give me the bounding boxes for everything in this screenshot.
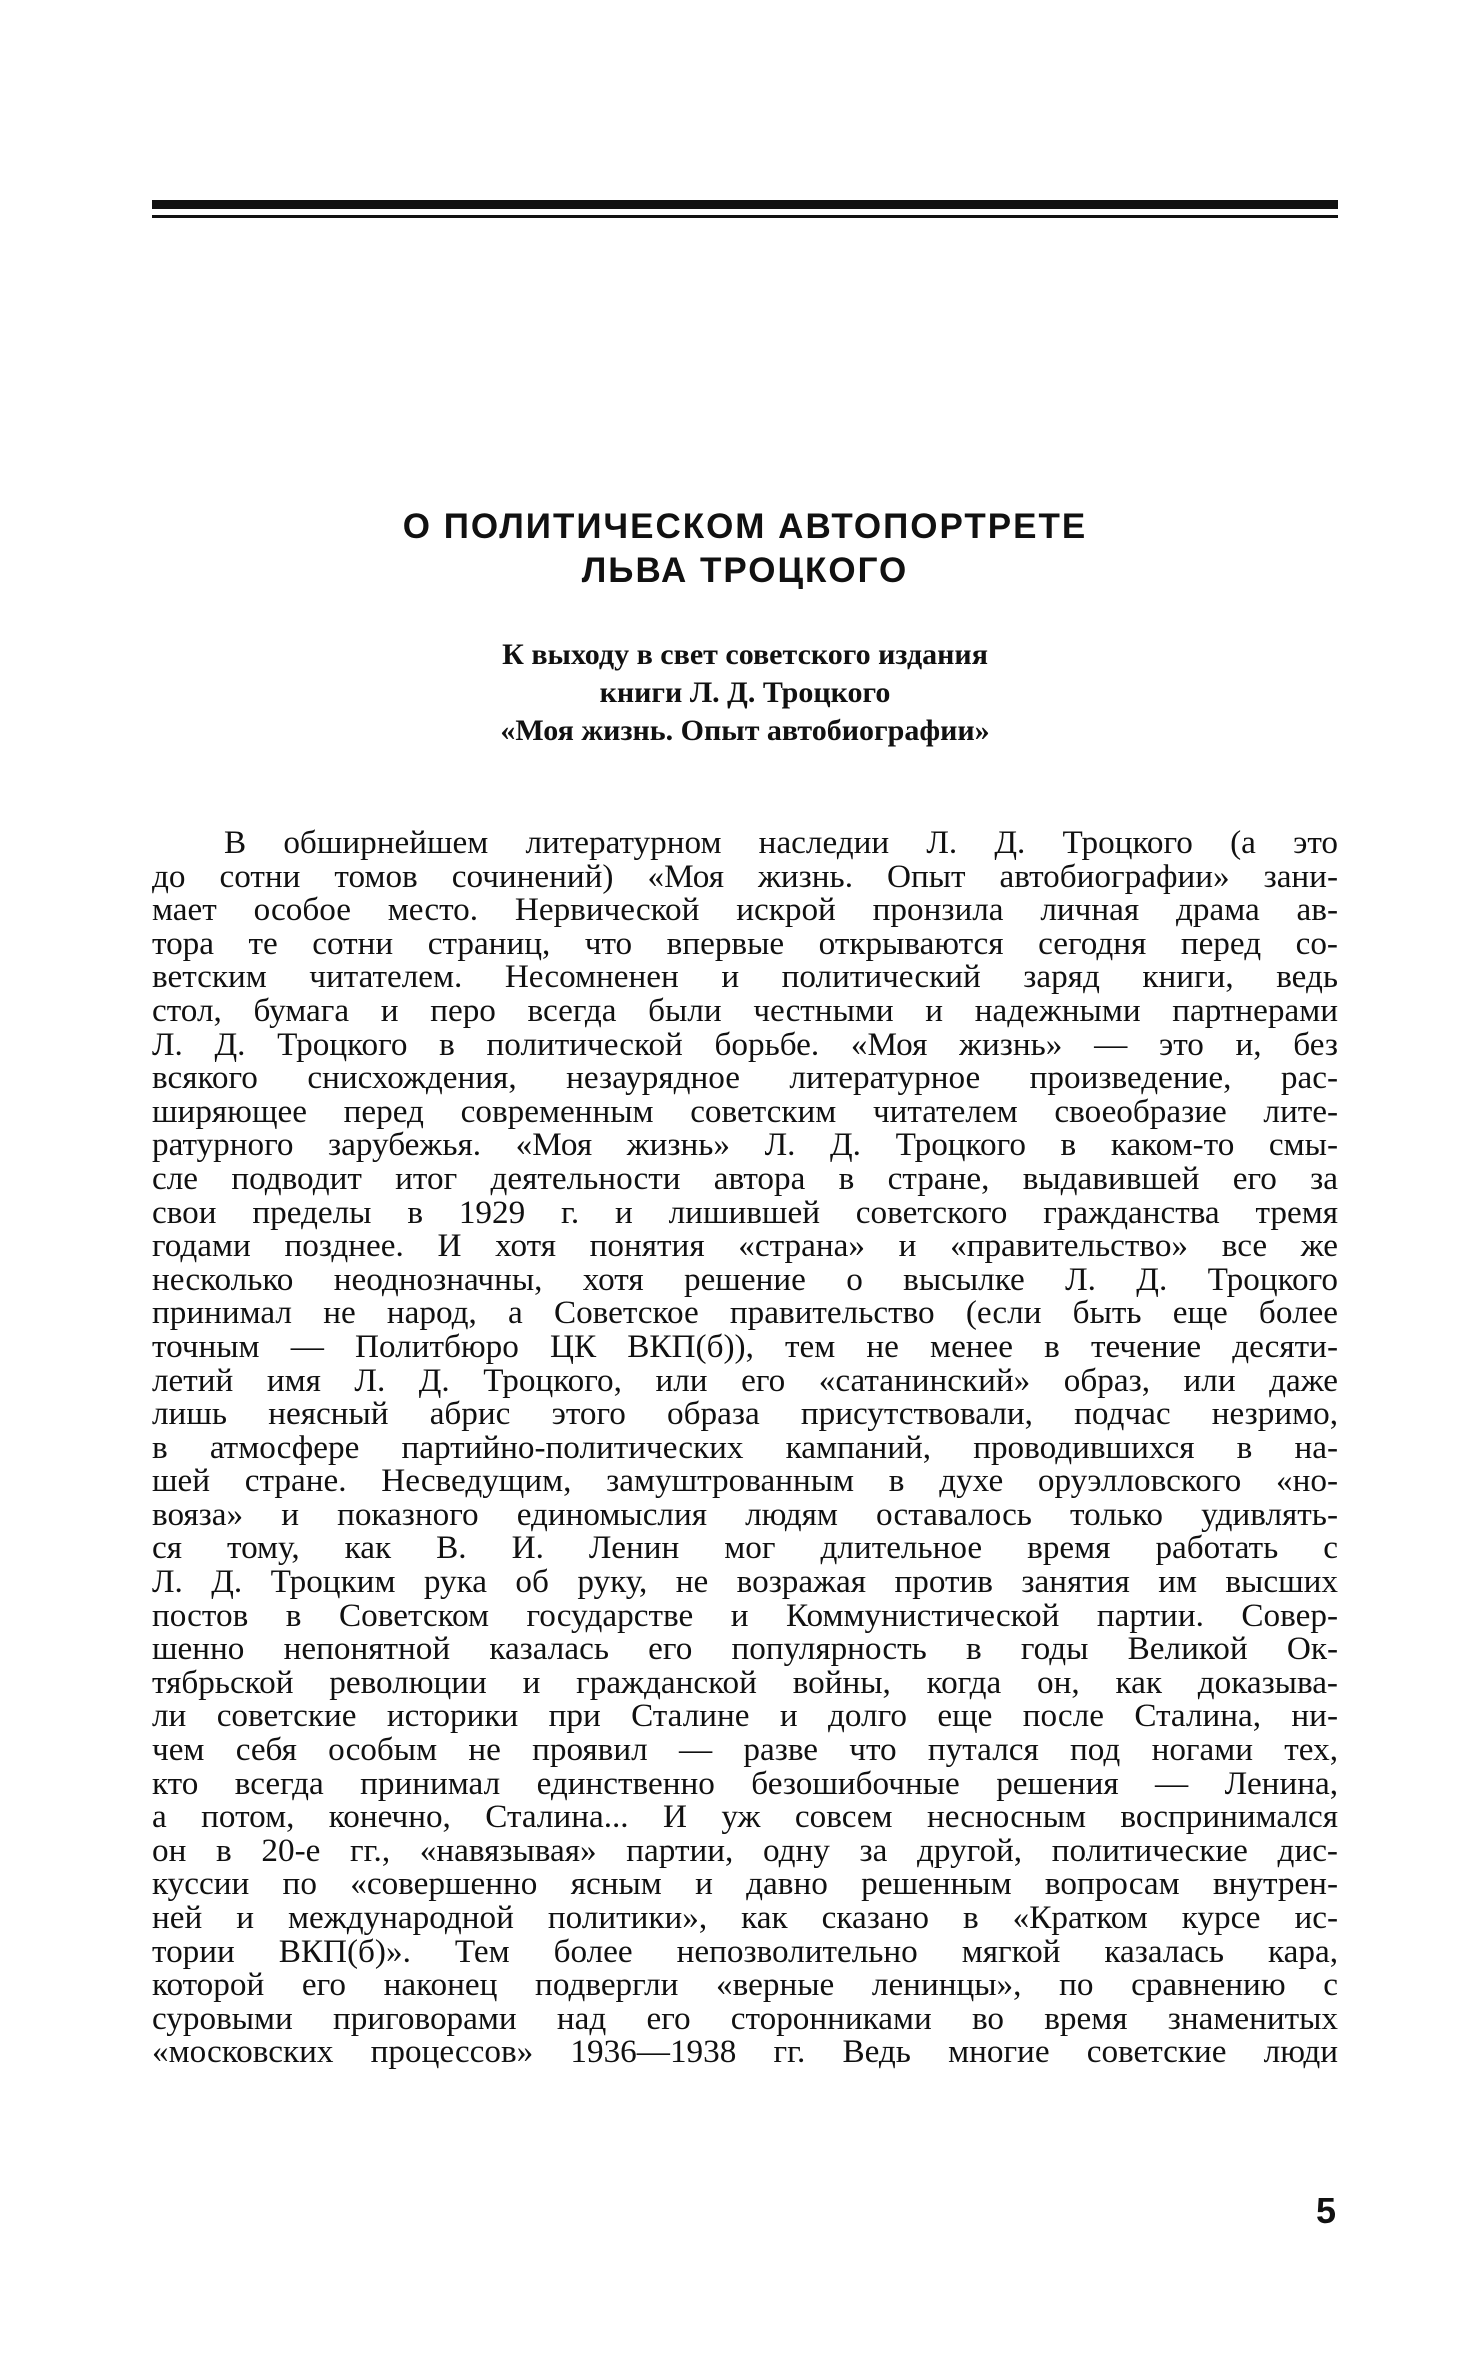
top-rule-thin [152,215,1338,218]
body-line: лишь неясный абрис этого образа присутствовали, подчас незримо, [152,1395,1338,1433]
body-line: тории ВКП(б)». Тем более непозволительно мягкой казалась кара, [152,1932,1338,1970]
body-line: ся тому, как В. И. Ленин мог длительное время работать с [152,1529,1338,1567]
subtitle-line-3: «Моя жизнь. Опыт автобиографии» [500,714,990,747]
subtitle-line-1: К выходу в свет советского издания [502,638,988,671]
title-line-1: О ПОЛИТИЧЕСКОМ АВТОПОРТРЕТЕ [402,507,1088,546]
body-line: шенно непонятной казалась его популярность в годы Великой Ок- [152,1630,1338,1668]
body-line: принимал не народ, а Советское правительство (если быть еще более [152,1294,1338,1332]
body-line: сле подводит итог деятельности автора в стране, выдавившей его за [152,1159,1338,1197]
body-line: которой его наконец подвергли «верные ленинцы», по сравнению с [152,1966,1338,2004]
article-title [152,505,1338,593]
body-line: летий имя Л. Д. Троцкого, или его «сатанинский» образ, или даже [152,1361,1338,1399]
body-line: он в 20-е гг., «навязывая» партии, одну за другой, политические дис- [152,1831,1338,1869]
body-line: тябрьской революции и гражданской войны, когда он, как доказыва- [152,1663,1338,1701]
body-line: тора те сотни страниц, что впервые открываются сегодня перед со- [152,924,1338,962]
title-line-2: ЛЬВА ТРОЦКОГО [581,551,909,590]
body-line: чем себя особым не проявил — разве что путался под ногами тех, [152,1731,1338,1769]
body-line: годами позднее. И хотя понятия «страна» и «правительство» все же [152,1227,1338,1265]
body-line: а потом, конечно, Сталина... И уж совсем несносным воспринимался [152,1798,1338,1836]
top-rule-thick [152,200,1338,209]
body-line: точным — Политбюро ЦК ВКП(б)), тем не менее в течение десяти- [152,1327,1338,1365]
subtitle-line-2: книги Л. Д. Троцкого [599,676,891,709]
body-line: шей стране. Несведущим, замуштрованным в духе оруэлловского «но- [152,1462,1338,1500]
body-line: до сотни томов сочинений) «Моя жизнь. Опыт автобиографии» зани- [152,857,1338,895]
body-line: свои пределы в 1929 г. и лишившей советского гражданства тремя [152,1193,1338,1231]
body-line: Л. Д. Троцкого в политической борьбе. «Моя жизнь» — это и, без [152,1025,1338,1063]
body-line: всякого снисхождения, незаурядное литературное произведение, рас- [152,1059,1338,1097]
body-paragraph [152,826,1338,2069]
body-line: вояза» и показного единомыслия людям оставалось только удивлять- [152,1495,1338,1533]
body-line: кто всегда принимал единственно безошибочные решения — Ленина, [152,1764,1338,1802]
top-double-rule [152,200,1338,222]
body-line: ратурного зарубежья. «Моя жизнь» Л. Д. Троцкого в каком-то смы- [152,1126,1338,1164]
body-line: ней и международной политики», как сказано в «Кратком курсе ис- [152,1899,1338,1936]
body-line: стол, бумага и перо всегда были честными и надежными партнерами [152,991,1338,1029]
body-line: куссии по «совершенно ясным и давно решенным вопросам внутрен- [152,1865,1338,1903]
page-number: 5 [1315,2190,1336,2231]
body-line: ширяющее перед современным советским читателем своеобразие лите- [152,1092,1338,1130]
article-subtitle [152,636,1338,750]
body-line: В обширнейшем литературном наследии Л. Д. Троцкого (а это [224,824,1338,861]
body-line: ли советские историки при Сталине и долго еще после Сталина, ни- [152,1697,1338,1735]
body-line: в атмосфере партийно-политических кампаний, проводившихся в на- [152,1428,1338,1466]
body-line: постов в Советском государстве и Коммунистической партии. Совер- [152,1596,1338,1634]
body-line: «московских процессов» 1936—1938 гг. Ведь многие советские люди [152,2033,1338,2071]
body-line: суровыми приговорами над его сторонниками во время знаменитых [152,1999,1338,2037]
body-line: несколько неоднозначны, хотя решение о высылке Л. Д. Троцкого [152,1260,1338,1298]
body-line: Л. Д. Троцким рука об руку, не возражая против занятия им высших [152,1563,1338,1601]
body-line: ветским читателем. Несомненен и политический заряд книги, ведь [152,958,1338,996]
body-line: мает особое место. Нервической искрой пронзила личная драма ав- [152,891,1338,929]
